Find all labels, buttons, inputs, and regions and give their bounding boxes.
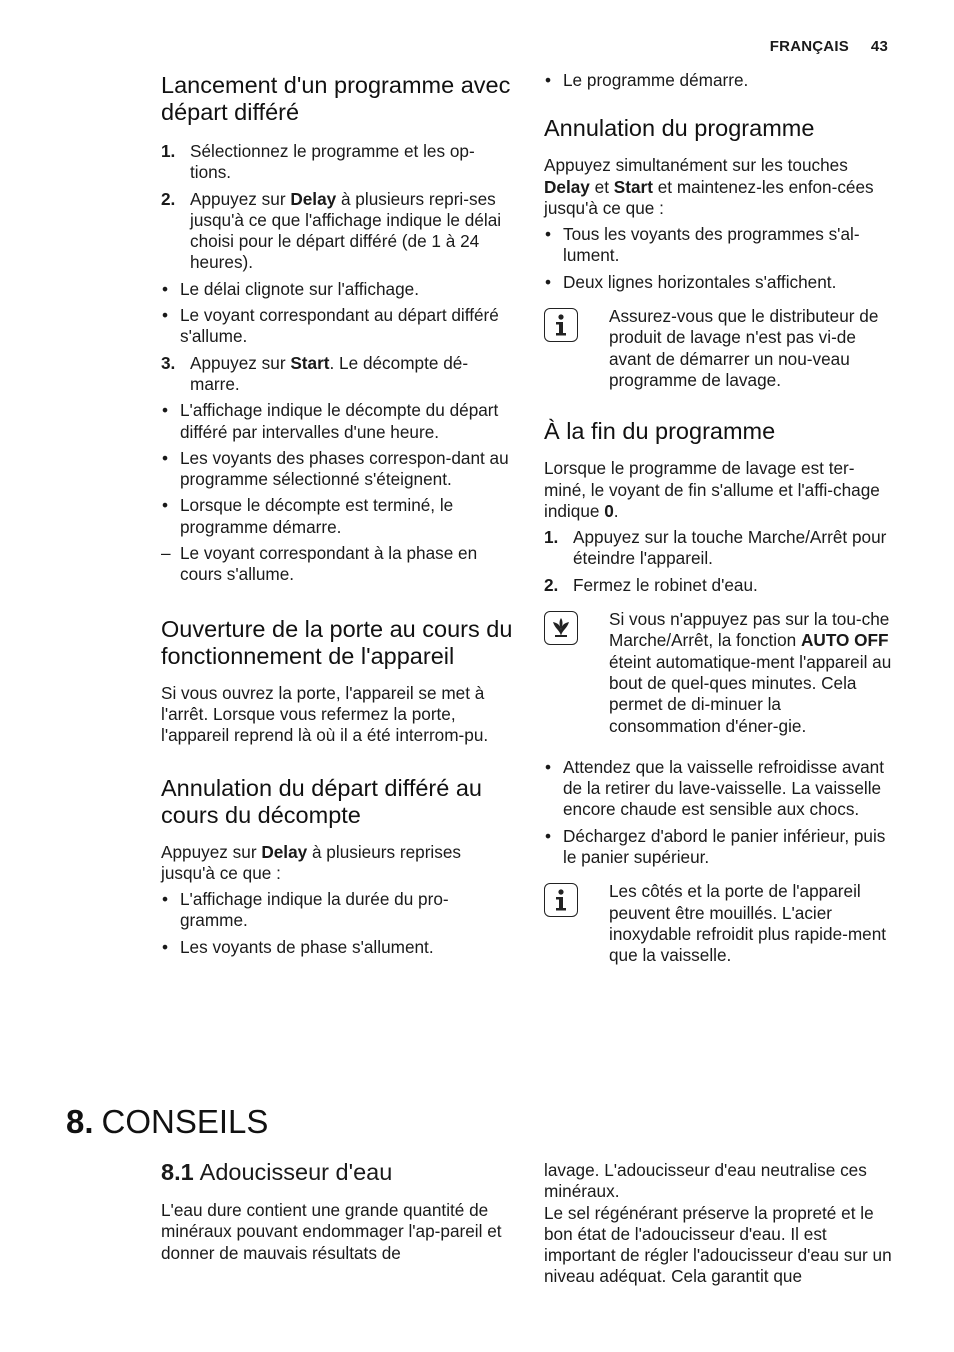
- step-2: 2. Fermez le robinet d'eau.: [544, 574, 758, 595]
- page-header: [770, 38, 888, 55]
- info-icon: [544, 308, 578, 342]
- step-1: 1. Appuyez sur la touche Marche/Arrêt pour éteindre l'appareil.: [544, 527, 887, 569]
- water-softener-text-right: lavage. L'adoucisseur d'eau neutralise ces minéraux. Le sel régénérant préserve la propreté et le bon état de l'adoucisseur d'eau. Il est important de régler l'adoucisseur d'eau sur un niveau adéquat. Cela garantit que: [544, 1160, 892, 1287]
- list-item: • Attendez que la vaisselle refroidisse avant de la retirer du lave-vaisselle. La vaisselle encore chaude est sensible aux chocs.: [545, 756, 885, 820]
- chapter-title: [66, 1102, 268, 1142]
- cancel-program-bullets: [544, 224, 896, 293]
- header-language: FRANÇAIS: [769, 38, 849, 55]
- list-item: • Le programme démarre.: [545, 70, 749, 90]
- door-opening-text: Si vous ouvrez la porte, l'appareil se met à l'arrêt. Lorsque vous refermez la porte, l'appareil reprend là où il a été interrom-pu.: [161, 682, 489, 746]
- chapter-name: CONSEILS: [101, 1103, 269, 1140]
- eco-leaf-icon: [544, 611, 578, 645]
- chapter-number: 8.: [66, 1103, 94, 1140]
- list-item: • L'affichage indique la durée du pro-gramme.: [162, 889, 449, 931]
- heading-water-softener: 8.1 Adoucisseur d'eau: [161, 1159, 393, 1185]
- eco-note: Si vous n'appuyez pas sur la tou-che Marche/Arrêt, la fonction AUTO OFF éteint automatique-ment l'appareil au bout de quel-ques minutes. Cela permet de di-minuer la consommation d'éner-gie.: [544, 609, 896, 737]
- info-note: Assurez-vous que le distributeur de produit de lavage n'est pas vi-de avant de démarrer un nou-veau programme de lavage.: [544, 306, 896, 391]
- heading-delayed-start: Lancement d'un programme avec départ différé: [161, 72, 511, 125]
- end-program-bullets: [544, 757, 896, 868]
- step-1: 1. Sélectionnez le programme et les op-tions.: [161, 141, 475, 183]
- step-2-bullets: [161, 279, 513, 348]
- step-2: 2. Appuyez sur Delay à plusieurs repri-ses jusqu'à ce que l'affichage indique le délai choisi pour le départ différé (de 1 à 24 heures).: [161, 188, 502, 273]
- dash-item: – Le voyant correspondant à la phase en cours s'allume.: [161, 543, 478, 585]
- step-3: 3. Appuyez sur Start. Le décompte dé-marre.: [161, 352, 469, 394]
- cancel-delay-text: Appuyez sur Delay à plusieurs reprises jusqu'à ce que :: [161, 841, 462, 883]
- step-3-bullets: [161, 400, 513, 490]
- list-item: • L'affichage indique le décompte du départ différé par intervalles d'une heure.: [162, 400, 499, 442]
- list-item: • Les voyants des phases correspon-dant au programme sélectionné s'éteignent.: [162, 447, 509, 490]
- heading-cancel-delay: Annulation du départ différé au cours du décompte: [161, 774, 482, 828]
- steps-delayed-start: [161, 141, 513, 274]
- water-softener-text-left: L'eau dure contient une grande quantité de minéraux pouvant endommager l'ap-pareil et donner de mauvais résultats de: [161, 1200, 502, 1263]
- heading-cancel-program: Annulation du programme: [544, 115, 815, 142]
- list-item: • Tous les voyants des programmes s'al-lument.: [545, 224, 860, 266]
- heading-end-program: À la fin du programme: [544, 418, 776, 445]
- list-item: • Le voyant correspondant au départ différé s'allume.: [162, 305, 499, 347]
- list-item: • Les voyants de phase s'allument.: [162, 936, 434, 957]
- info-note-2: Les côtés et la porte de l'appareil peuvent être mouillés. L'acier inoxydable refroidit plus rapide-ment que la vaisselle.: [544, 881, 896, 966]
- cancel-delay-bullets: [161, 889, 513, 958]
- page-number: 43: [870, 38, 888, 55]
- list-item: • Déchargez d'abord le panier inférieur, puis le panier supérieur.: [545, 825, 886, 868]
- end-program-text: Lorsque le programme de lavage est ter-miné, le voyant de fin s'allume et l'affi-chage indique 0.: [544, 458, 880, 521]
- end-program-steps: [544, 527, 896, 596]
- cancel-program-text: Appuyez simultanément sur les touches Delay et Start et maintenez-les enfon-cées jusqu'à ce que :: [544, 155, 874, 218]
- right-column: [544, 70, 896, 967]
- list-item: • Lorsque le décompte est terminé, le programme démarre.: [162, 495, 454, 537]
- left-column: [161, 70, 513, 958]
- heading-door-opening: Ouverture de la porte au cours du fonctionnement de l'appareil: [161, 615, 513, 669]
- list-item: • Deux lignes horizontales s'affichent.: [545, 271, 837, 292]
- list-item: • Le délai clignote sur l'affichage.: [162, 278, 419, 299]
- info-icon: [544, 883, 578, 917]
